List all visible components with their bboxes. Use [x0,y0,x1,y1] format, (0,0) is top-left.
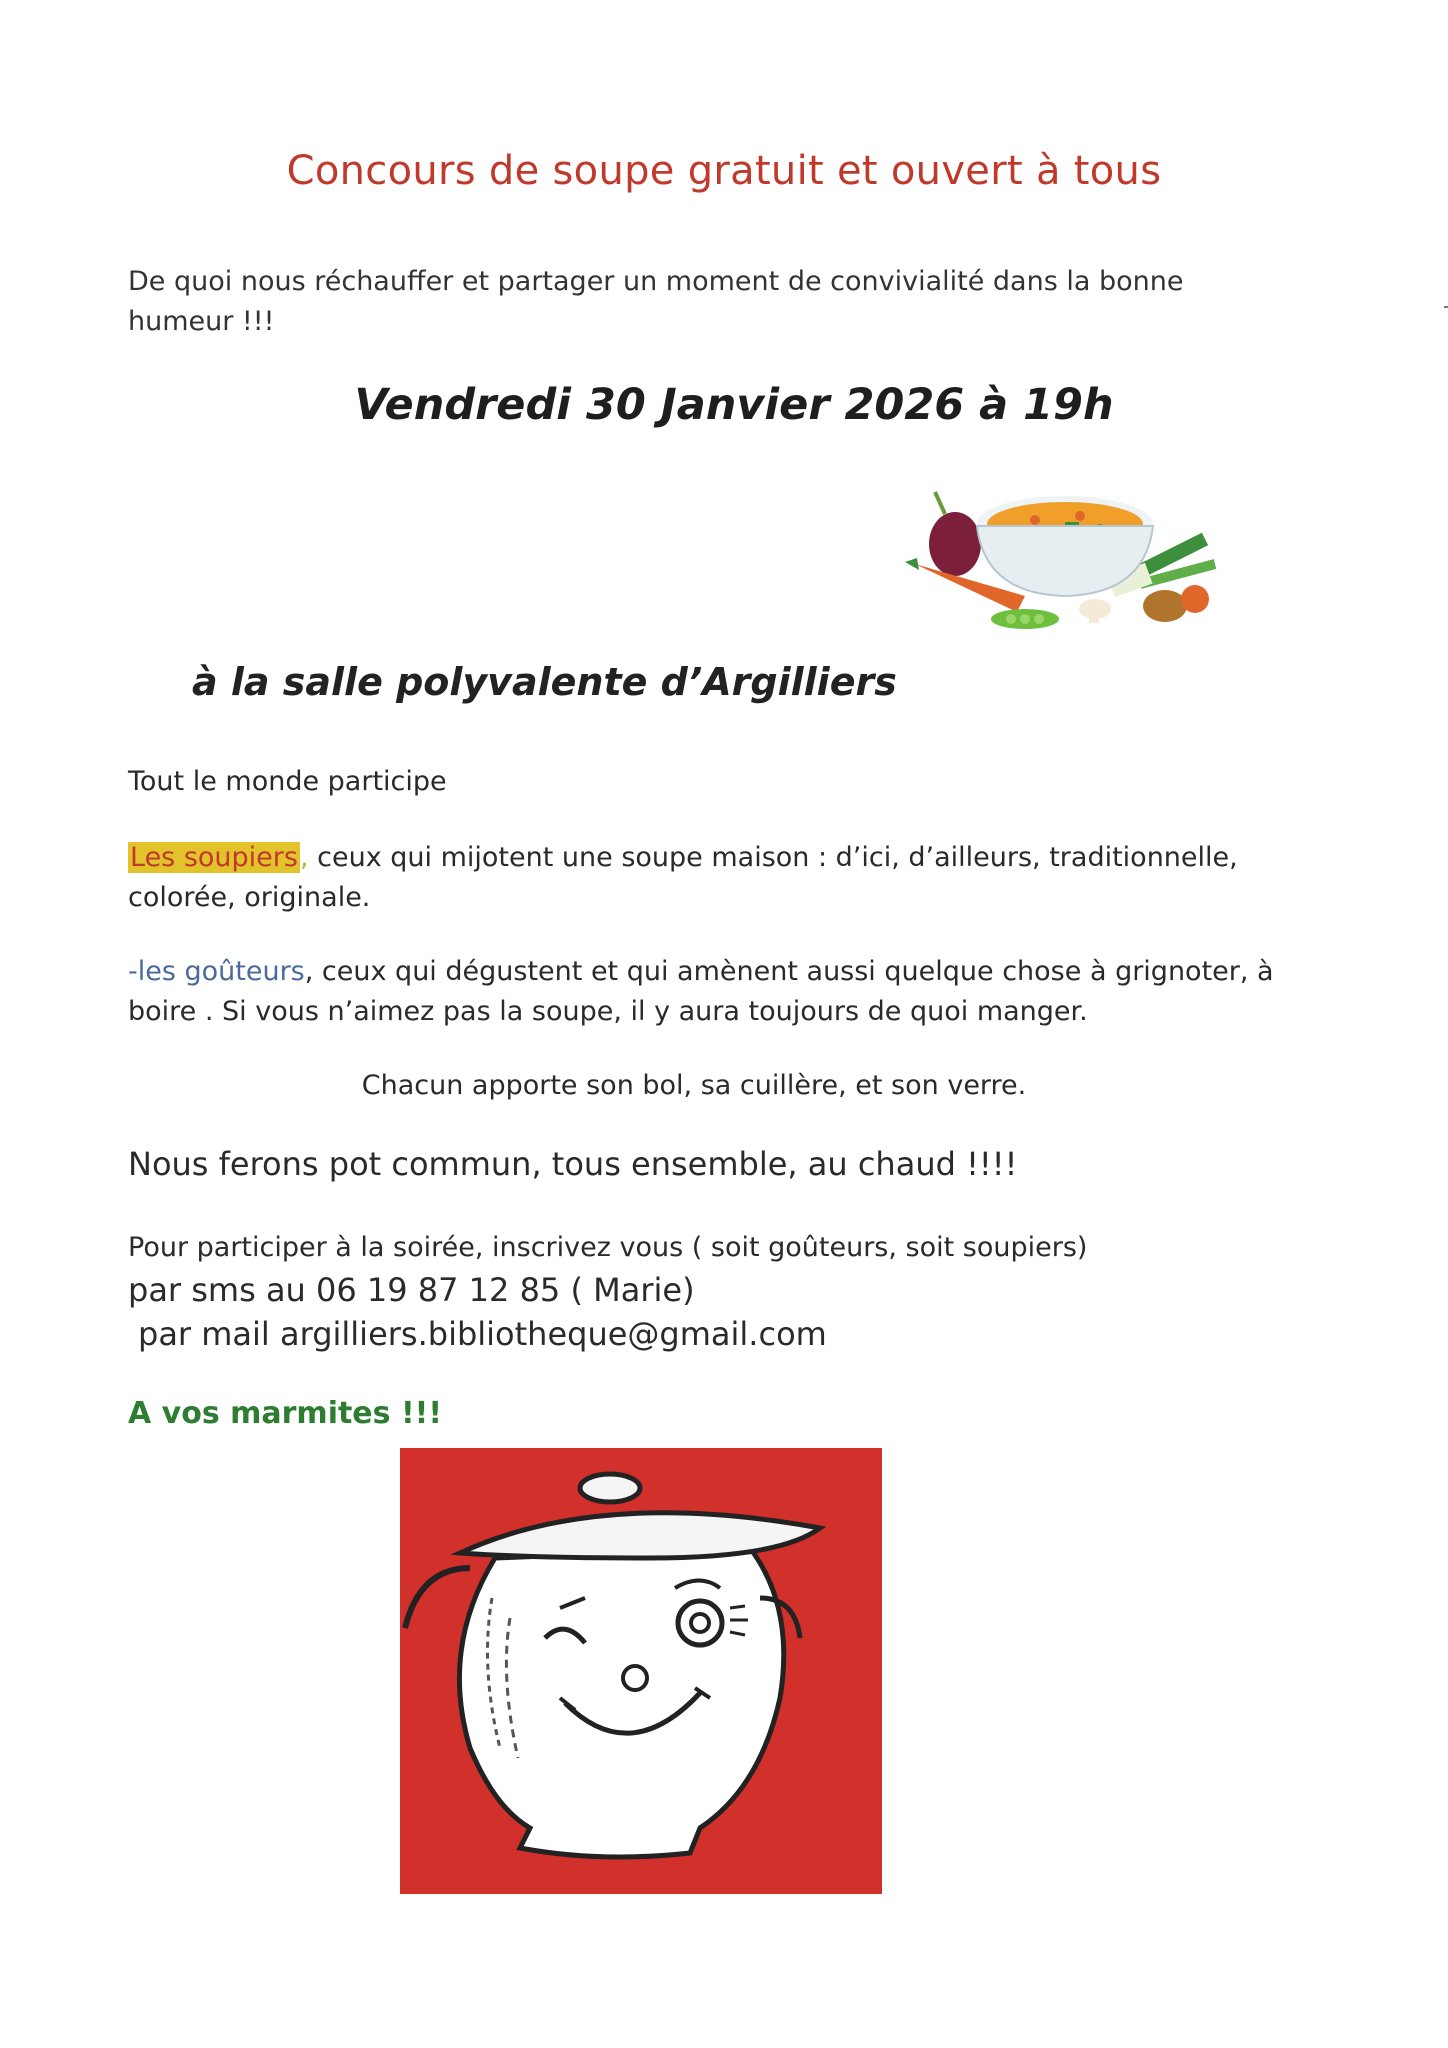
page-title: Concours de soupe gratuit et ouvert à tous [286,148,1162,194]
gouteurs-label: -les goûteurs [128,956,305,987]
soupiers-text: ceux qui mijotent une soupe maison : d’ici, d’ailleurs, traditionnelle, colorée, originale. [128,842,1238,913]
signup-text: Pour participer à la soirée, inscrivez vous ( soit goûteurs, soit soupiers) [128,1232,1088,1263]
smiling-pot-icon [400,1448,882,1894]
closing-text: A vos marmites !!! [128,1396,443,1431]
pot-commun-text: Nous ferons pot commun, tous ensemble, au chaud !!!! [128,1145,1018,1183]
soup-bowl-illustration [905,484,1225,644]
participation-text: Tout le monde participe [128,766,447,797]
event-date: Vendredi 30 Janvier 2026 à 19h [354,380,1114,430]
soupiers-paragraph [128,838,1328,918]
mail-contact: par mail argilliers.bibliotheque@gmail.com [138,1315,827,1353]
marmite-illustration [400,1448,882,1894]
gouteurs-paragraph [128,952,1328,1032]
event-venue: à la salle polyvalente d’Argilliers [192,660,897,704]
soupiers-comma: , [299,842,309,873]
gouteurs-text: , ceux qui dégustent et qui amènent aussi quelque chose à grignoter, à boire . Si vous n’aimez pas la soupe, il y aura toujours de quoi manger. [128,956,1274,1027]
soupiers-label: Les soupiers [130,842,298,873]
sms-contact: par sms au 06 19 87 12 85 ( Marie) [128,1271,695,1309]
bring-text: Chacun apporte son bol, sa cuillère, et son verre. [361,1070,1027,1101]
intro-text: De quoi nous réchauffer et partager un moment de convivialité dans la bonne humeur !!! [128,266,1184,337]
page-edge-mark [1444,306,1448,308]
